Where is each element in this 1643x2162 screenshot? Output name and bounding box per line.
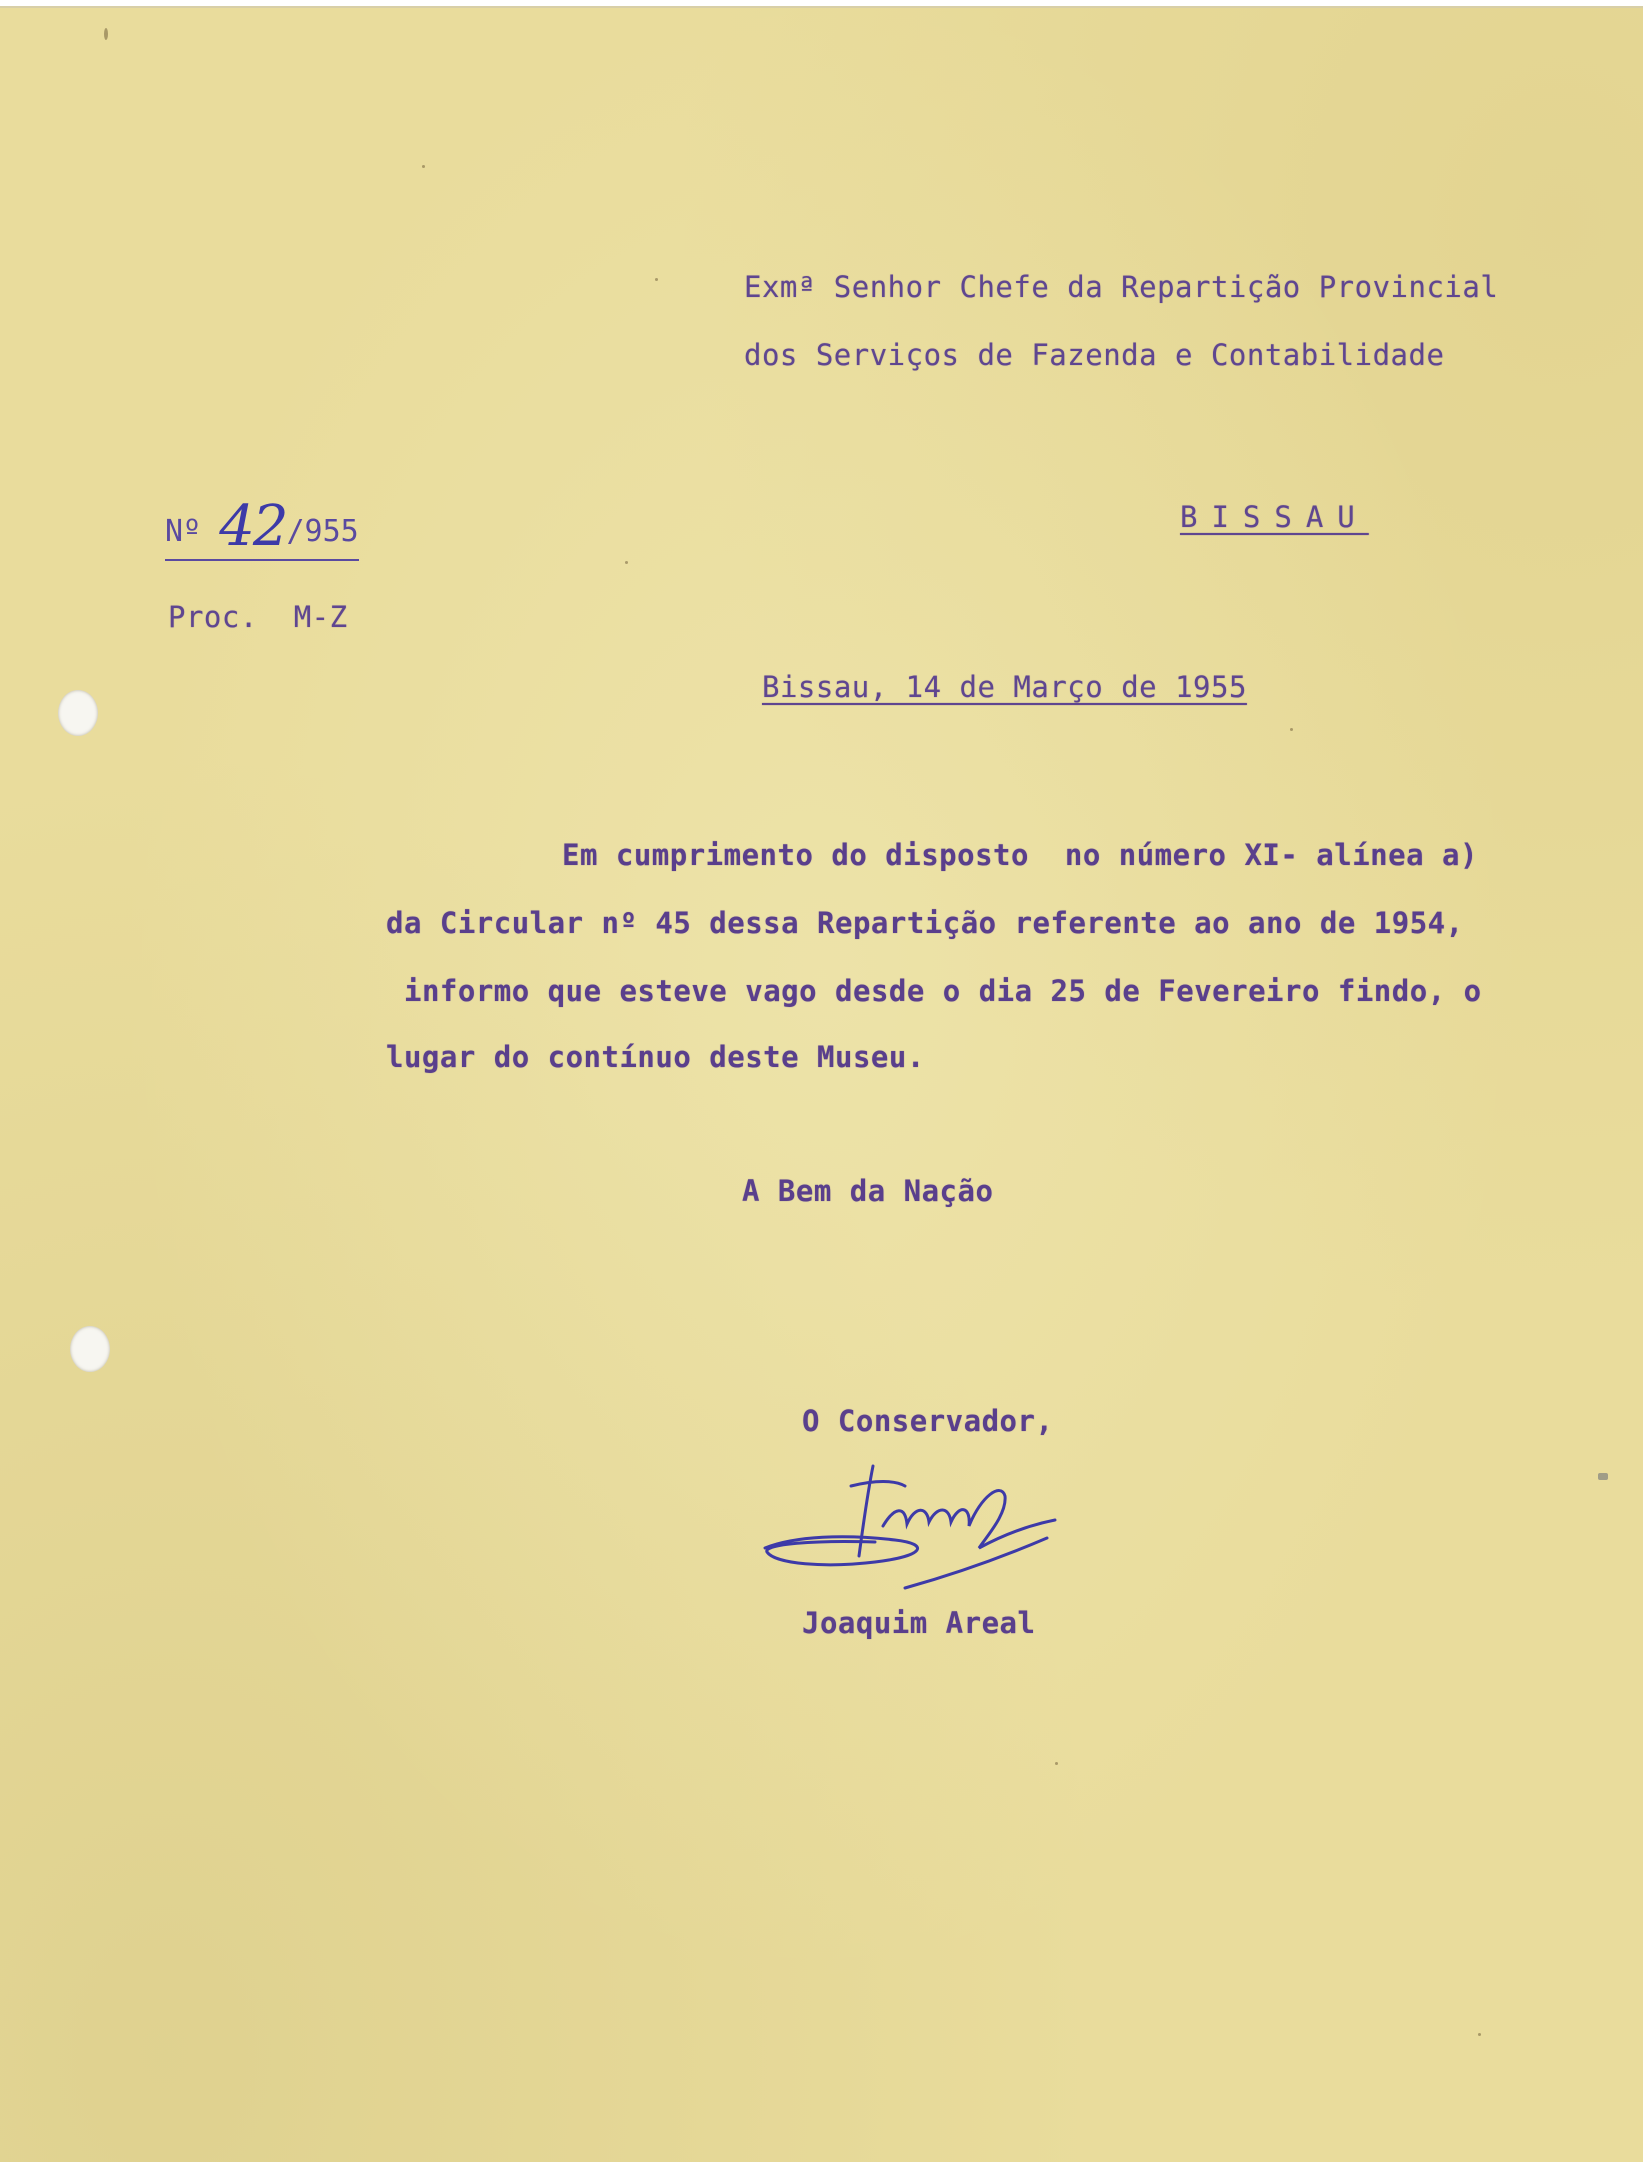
city-heading: BISSAU (1180, 500, 1369, 534)
body-line-1 (562, 838, 1478, 872)
body-line-1-rest: do disposto no número XI- alínea a) (813, 838, 1478, 872)
paper-speck (1598, 1473, 1608, 1480)
paper-speck (1478, 2033, 1481, 2036)
paper-speck (104, 28, 108, 40)
ref-prefix: Nº (165, 514, 202, 549)
signer-title: O Conservador, (802, 1404, 1054, 1438)
paper-speck (1290, 728, 1293, 731)
closing-salutation: A Bem da Nação (742, 1174, 994, 1208)
addressee-line-2: dos Serviços de Fazenda e Contabilidade (744, 338, 1445, 372)
paper-speck (422, 165, 425, 168)
paper-speck (655, 278, 658, 281)
body-line-3: informo que esteve vago desde o dia 25 de Fevereiro findo, o (404, 974, 1482, 1008)
ref-year: /955 (286, 514, 359, 549)
proc-reference: Proc. M-Z (168, 600, 348, 634)
body-line-1-lead: Em cumprimento (562, 838, 814, 872)
handwritten-signature (755, 1456, 1075, 1596)
punch-hole-bottom (70, 1326, 110, 1372)
body-line-4: lugar do contínuo deste Museu. (386, 1040, 925, 1074)
paper-speck (625, 561, 628, 564)
paper-speck (1055, 1762, 1058, 1765)
ref-underline (165, 559, 359, 561)
ref-number-handwritten: 42 (219, 494, 287, 559)
body-line-2: da Circular nº 45 dessa Repartição referente ao ano de 1954, (386, 906, 1464, 940)
date-line: Bissau, 14 de Março de 1955 (762, 670, 1247, 704)
signer-name: Joaquim Areal (802, 1606, 1036, 1640)
punch-hole-top (58, 690, 98, 736)
addressee-line-1: Exmª Senhor Chefe da Repartição Provincial (744, 270, 1499, 304)
letter-page (0, 6, 1643, 2162)
reference-number (165, 490, 359, 559)
